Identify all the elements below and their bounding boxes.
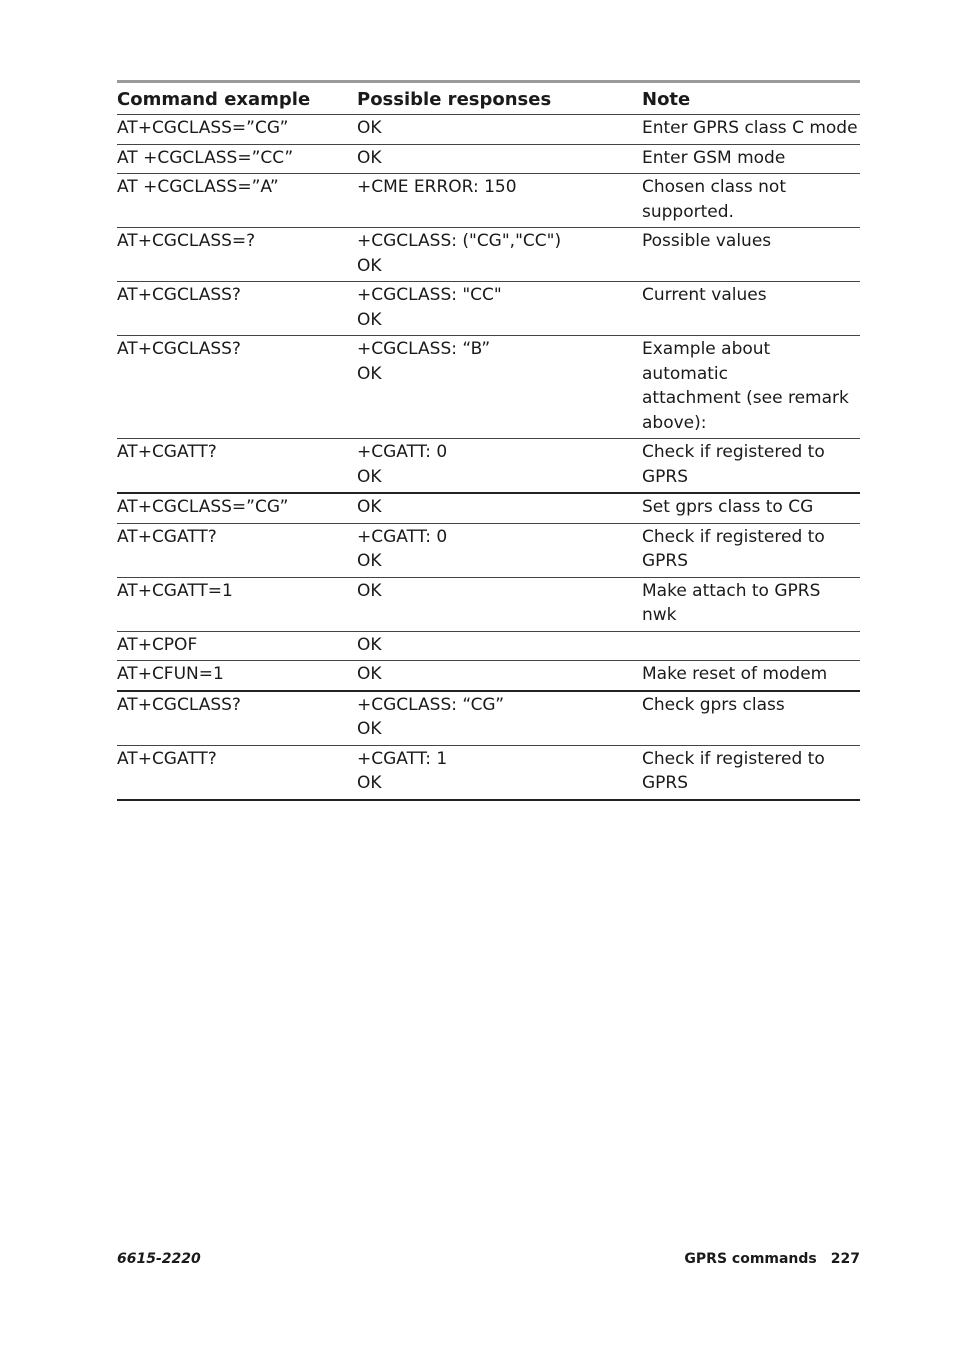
response-cell: +CGCLASS: “CG” OK [357,691,642,746]
note-cell: Set gprs class to CG [642,493,860,523]
command-cell: AT+CGATT? [117,439,357,494]
gprs-command-table [117,80,860,801]
table-body [117,115,860,800]
table-header-row [117,82,860,115]
command-cell: AT+CGCLASS=? [117,228,357,282]
doc-number: 6615-2220 [117,1251,201,1267]
response-cell: OK [357,493,642,523]
note-cell: Check gprs class [642,691,860,746]
command-cell: AT+CGCLASS? [117,691,357,746]
header-responses: Possible responses [357,82,642,115]
command-table-section [117,80,860,801]
note-cell: Check if registered to GPRS [642,745,860,800]
header-note: Note [642,82,860,115]
section-title: GPRS commands [684,1251,817,1267]
command-cell: AT +CGCLASS=”A” [117,174,357,228]
response-cell: +CGATT: 1 OK [357,745,642,800]
note-cell: Chosen class not supported. [642,174,860,228]
table-row [117,282,860,336]
header-command: Command example [117,82,357,115]
note-cell: Current values [642,282,860,336]
response-cell: +CGCLASS: “B” OK [357,336,642,439]
command-cell: AT+CPOF [117,631,357,661]
table-row [117,228,860,282]
response-cell: +CGCLASS: ("CG","CC") OK [357,228,642,282]
table-row [117,115,860,145]
response-cell: +CGCLASS: "CC" OK [357,282,642,336]
table-row [117,174,860,228]
note-cell: Enter GPRS class C mode [642,115,860,145]
command-cell: AT+CGATT? [117,745,357,800]
note-cell: Check if registered to GPRS [642,523,860,577]
response-cell: +CGATT: 0 OK [357,523,642,577]
response-cell: OK [357,631,642,661]
command-cell: AT+CGCLASS=”CG” [117,493,357,523]
command-cell: AT+CGCLASS? [117,336,357,439]
table-row [117,493,860,523]
response-cell: OK [357,577,642,631]
note-cell: Make reset of modem [642,661,860,691]
command-cell: AT+CGCLASS? [117,282,357,336]
table-row [117,631,860,661]
table-row [117,439,860,494]
response-cell: OK [357,115,642,145]
table-row [117,691,860,746]
note-cell: Make attach to GPRS nwk [642,577,860,631]
table-row [117,661,860,691]
footer-right [684,1251,860,1267]
table-row [117,144,860,174]
page-number: 227 [830,1251,860,1267]
note-cell: Check if registered to GPRS [642,439,860,494]
table-row [117,336,860,439]
note-cell: Enter GSM mode [642,144,860,174]
response-cell: +CGATT: 0 OK [357,439,642,494]
table-row [117,523,860,577]
response-cell: OK [357,144,642,174]
note-cell: Example about automatic attachment (see remark above): [642,336,860,439]
command-cell: AT+CGATT=1 [117,577,357,631]
note-cell: Possible values [642,228,860,282]
table-row [117,577,860,631]
command-cell: AT+CFUN=1 [117,661,357,691]
note-cell [642,631,860,661]
command-cell: AT+CGCLASS=”CG” [117,115,357,145]
response-cell: OK [357,661,642,691]
table-row [117,745,860,800]
command-cell: AT+CGATT? [117,523,357,577]
response-cell: +CME ERROR: 150 [357,174,642,228]
command-cell: AT +CGCLASS=”CC” [117,144,357,174]
